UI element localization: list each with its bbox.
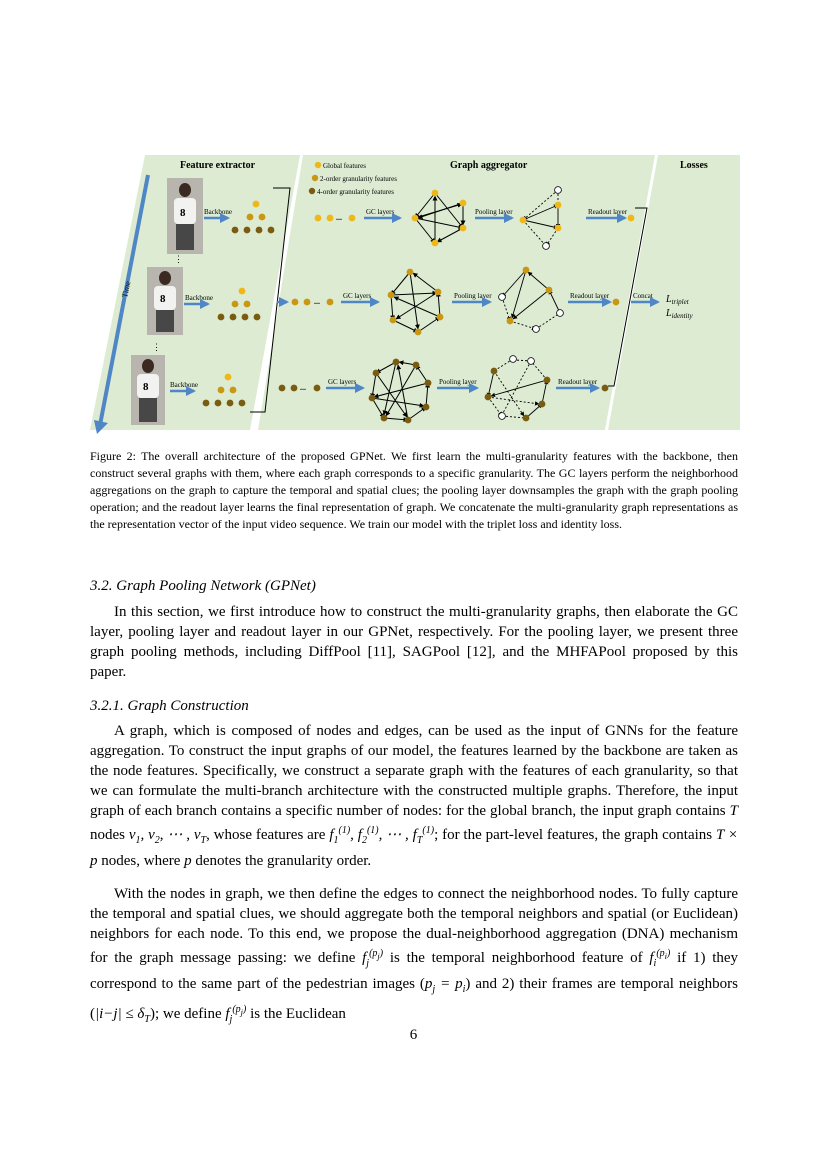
graph-construction-paragraph-1: A graph, which is composed of nodes and edges, can be used as the input of GNNs for the feature aggregation. To construct the input graphs of our model, the features learned by the backbone are taken as the node features. Specifically, we construct a separate graph with the features of each granularity, so that we can formulate the multi-branch architecture with the constructed multiple graphs. Therefore, the input graph of each branch contains a specific number of nodes: for the global branch, the input graph contains T nodes $v_1$, $v_2$, ⋯ , $v_T$, whose features are $f_1^{(1)}$, $f_2^{(1)}$, ⋯ , $f_T^{(1)}$; for the part-level features, the graph contains T × p nodes, where p denotes the granularity order. [90, 723, 739, 869]
caption-label: Figure 2: [90, 449, 136, 463]
time-label: Time [120, 280, 133, 299]
identity-loss: $L_{identity}$ [666, 308, 693, 320]
frame-jersey-2: 8 [160, 293, 166, 305]
vdots-1: ⋮ [174, 254, 183, 264]
backbone-label-3: Backbone [170, 381, 198, 389]
subsection-heading: 3.2.1. Graph Construction [90, 698, 249, 714]
row1-readout-label: Readout layer [588, 208, 628, 216]
row3-readout-node [602, 385, 609, 392]
backbone-label-2: Backbone [185, 294, 213, 302]
architecture-figure [90, 150, 740, 435]
losses-title: Losses [680, 160, 708, 171]
row1-readout-node [628, 215, 635, 222]
row2-pooling-label: Pooling layer [454, 292, 492, 300]
row2-dots: ... [314, 297, 320, 306]
figure-caption [90, 448, 738, 533]
page-number: 6 [409, 1027, 418, 1043]
frame-jersey-3: 8 [143, 381, 149, 393]
caption-text: The overall architecture of the proposed GPNet. We first learn the multi-granularity features with the backbone, then construct several graphs with them, where each graph corresponds to a specific granularity. The GC layers perform the neighborhood aggregations on the graph to capture the temporal and spatial clues; the pooling layer downsamples the graph with the graph pooling operation; and the readout layer learns the final representation of graph. We concatenate the multi-granularity graph representations as the representation vector of the input video sequence. We train our model with the triplet loss and identity loss. [90, 449, 738, 531]
backbone-label-1: Backbone [204, 208, 232, 216]
row3-gc-label: GC layers [328, 378, 357, 386]
graph-construction-paragraph-2: With the nodes in graph, we then define the edges to connect the neighborhood nodes. To fully capture the temporal and spatial clues, we should aggregate both the temporal neighbors and spatial (or Euclidean) neighbors for each node. To this end, we propose the dual-neighborhood aggregation (DNA) mechanism for the graph message passing: we define $f_j^{(p_j)}$ is the temporal neighborhood feature of $f_i^{(p_i)}$ if 1) they correspond to the same part of the pedestrian images $(p_j = p_i)$ and 2) their frames are temporal neighbors $(|i-j| \le \delta_T)$; we define $f_j^{(p_j)}$ is the Euclidean [90, 886, 739, 1025]
vdots-2: ⋮ [152, 342, 161, 352]
row1-pooling-label: Pooling layer [475, 208, 513, 216]
feature-extractor-title: Feature extractor [180, 160, 256, 171]
row3-dots: ... [300, 383, 306, 392]
concat-label: Concat [633, 292, 653, 300]
triplet-loss: $L_{triplet}$ [666, 294, 689, 306]
frame-jersey-1: 8 [180, 207, 186, 219]
row2-readout-label: Readout layer [570, 292, 610, 300]
row1-gc-label: GC layers [366, 208, 395, 216]
row1-dots: ... [336, 213, 342, 222]
graph-aggregator-title: Graph aggregator [450, 160, 528, 171]
legend-order4-label: 4-order granularity features [317, 188, 394, 196]
legend-order2-label: 2-order granularity features [320, 175, 397, 183]
legend-global-label: Global features [323, 162, 366, 170]
section-paragraph: In this section, we first introduce how to construct the multi-granularity graphs, then elaborate the GC layer, pooling layer and readout layer in our GPNet, respectively. For the pooling layer, we present three graph pooling methods, including DiffPool [11], SAGPool [12], and the MHFAPool proposed by this paper. [90, 604, 738, 680]
legend-order4-dot [309, 188, 315, 194]
row2-gc-label: GC layers [343, 292, 372, 300]
legend-global-dot [315, 162, 321, 168]
row3-readout-label: Readout layer [558, 378, 598, 386]
legend-order2-dot [312, 175, 318, 181]
row3-pooling-label: Pooling layer [439, 378, 477, 386]
row2-readout-node [613, 299, 620, 306]
section-heading: 3.2. Graph Pooling Network (GPNet) [90, 578, 316, 594]
